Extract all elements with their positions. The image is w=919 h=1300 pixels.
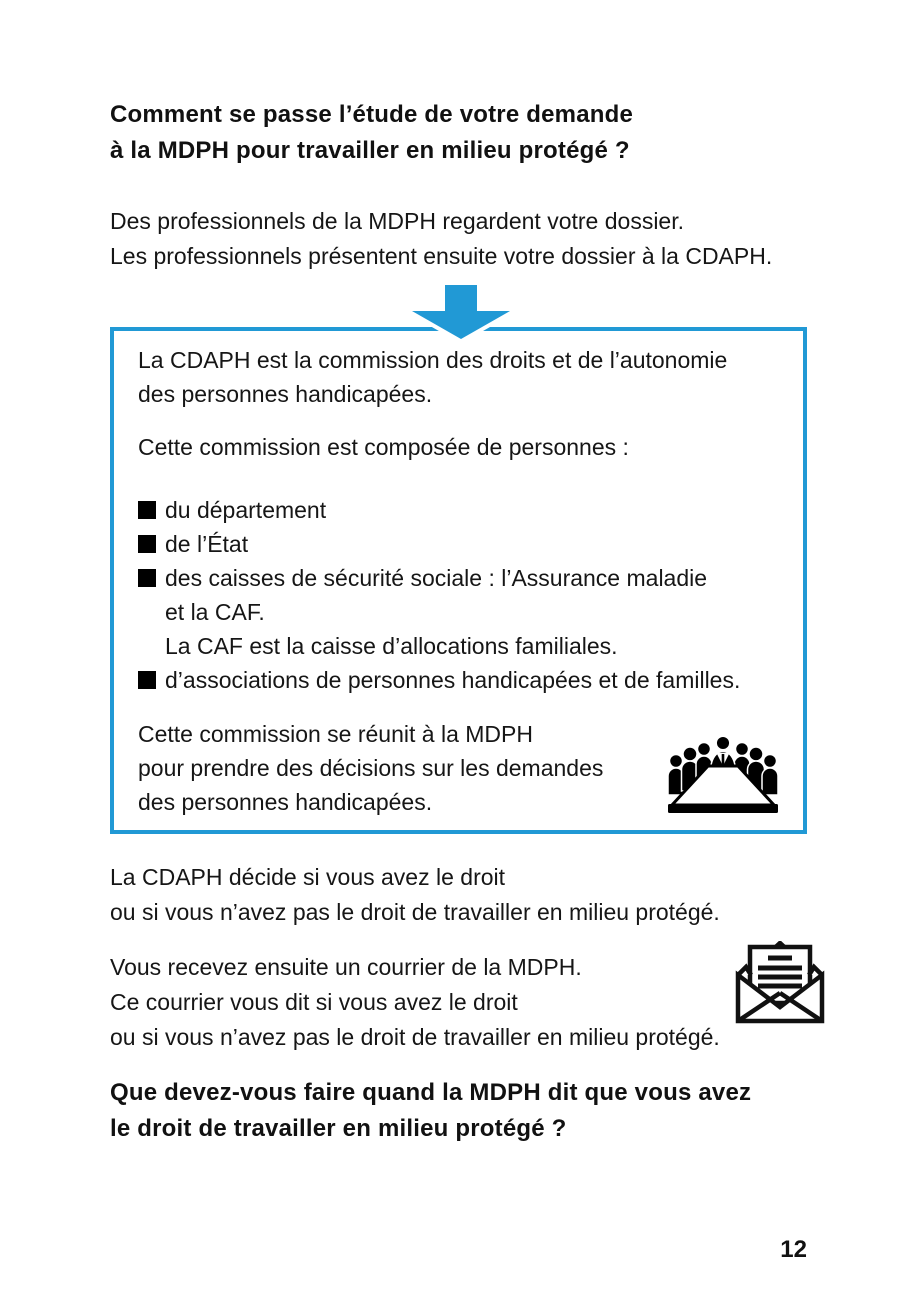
- text-line: et la CAF.: [165, 599, 265, 625]
- text-line: Cette commission se réunit à la MDPH: [138, 721, 533, 747]
- text-line: des personnes handicapées.: [138, 789, 433, 815]
- title-line: à la MDPH pour travailler en milieu protégé ?: [110, 137, 630, 164]
- list-item: [138, 561, 785, 663]
- list-item: [138, 493, 785, 527]
- text-line: des caisses de sécurité sociale : l’Assurance maladie: [165, 565, 708, 591]
- text-line: pour prendre des décisions sur les demandes: [138, 755, 604, 781]
- commission-members-list: [138, 493, 785, 697]
- title-line: le droit de travailler en milieu protégé ?: [110, 1115, 567, 1142]
- text-line: ou si vous n’avez pas le droit de travailler en milieu protégé.: [110, 1024, 720, 1050]
- text-line: Vous recevez ensuite un courrier de la MDPH.: [110, 954, 582, 980]
- text-line: des personnes handicapées.: [138, 381, 433, 407]
- bullet-square-icon: [138, 569, 156, 587]
- title-line: Comment se passe l’étude de votre demande: [110, 101, 634, 128]
- text-line: Cette commission est composée de personnes :: [138, 434, 629, 460]
- bullet-square-icon: [138, 671, 156, 689]
- text-line: de l’État: [165, 531, 249, 557]
- meeting-people-table-icon: [666, 735, 780, 815]
- page-number: 12: [780, 1236, 807, 1263]
- list-item: [138, 663, 785, 697]
- text-line: du département: [165, 497, 327, 523]
- title-line: Que devez-vous faire quand la MDPH dit que vous avez: [110, 1079, 752, 1106]
- letter-paragraph: [110, 950, 750, 1055]
- decision-paragraph: [110, 860, 720, 930]
- cdaph-info-box: [110, 327, 807, 834]
- text-line: Ce courrier vous dit si vous avez le droit: [110, 989, 518, 1015]
- text-line: La CDAPH est la commission des droits et de l’autonomie: [138, 347, 728, 373]
- page-title: [110, 97, 633, 169]
- text-line: ou si vous n’avez pas le droit de travailler en milieu protégé.: [110, 899, 720, 925]
- bullet-square-icon: [138, 535, 156, 553]
- text-line: Les professionnels présentent ensuite votre dossier à la CDAPH.: [110, 243, 773, 269]
- text-line: d’associations de personnes handicapées et de familles.: [165, 667, 741, 693]
- next-question-title: [110, 1075, 751, 1147]
- open-envelope-letter-icon: [734, 941, 826, 1025]
- list-item: [138, 527, 785, 561]
- text-line: La CDAPH décide si vous avez le droit: [110, 864, 506, 890]
- text-line: Des professionnels de la MDPH regardent votre dossier.: [110, 208, 685, 234]
- box-paragraph-composition: [138, 430, 785, 464]
- bullet-square-icon: [138, 501, 156, 519]
- down-arrow-icon: [401, 281, 521, 345]
- box-paragraph-definition: [138, 343, 785, 411]
- intro-paragraph: [110, 204, 772, 274]
- text-line: La CAF est la caisse d’allocations familiales.: [165, 633, 618, 659]
